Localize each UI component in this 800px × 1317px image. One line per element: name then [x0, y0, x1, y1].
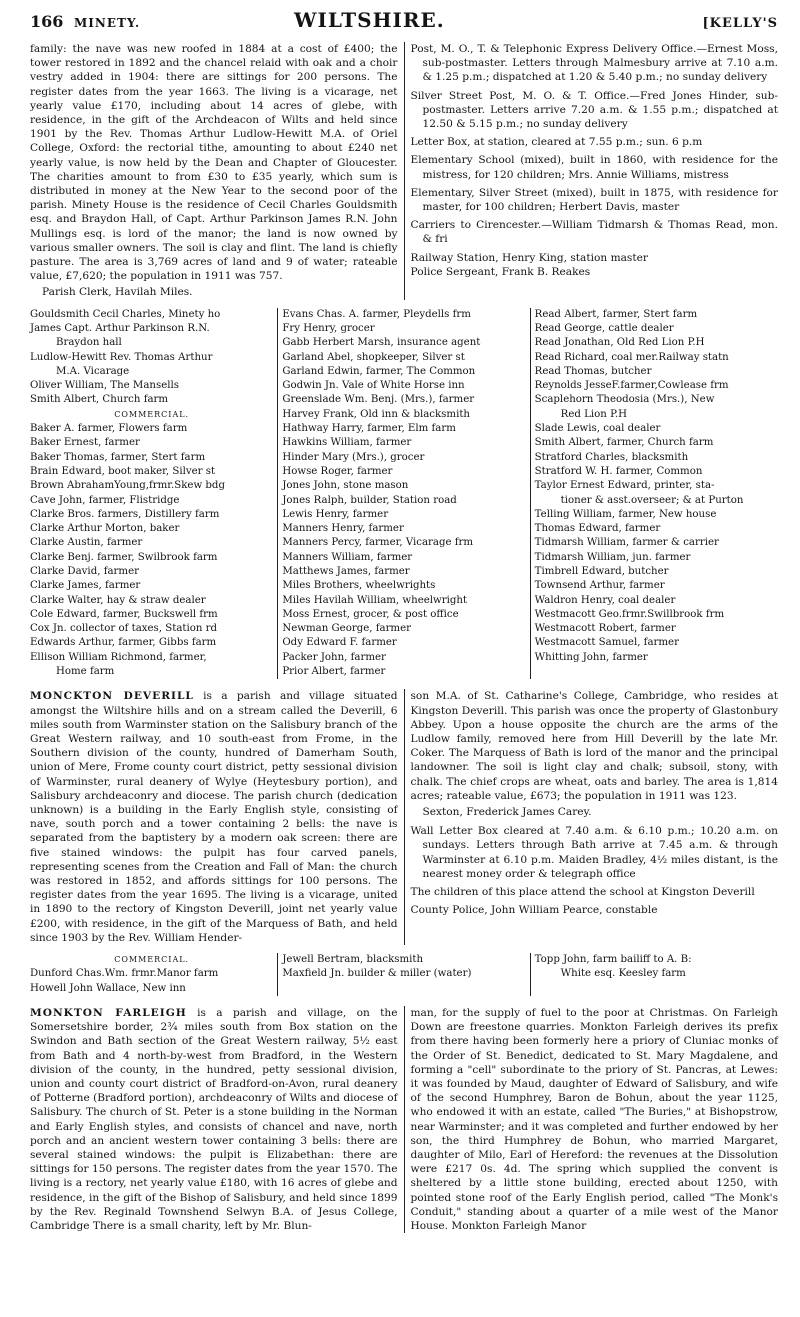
minety-directory-col2 [282, 308, 525, 680]
directory-entry: Fry Henry, grocer [282, 322, 375, 334]
monckton-directory [30, 953, 778, 996]
column-divider [277, 308, 278, 680]
page-header [30, 8, 778, 34]
directory-entry: Godwin Jn. Vale of White Horse inn [282, 380, 465, 392]
directory-entry: M.A. Vicarage [56, 365, 130, 377]
directory-entry: Ody Edward F. farmer [282, 637, 397, 649]
directory-entry: Maxfield Jn. builder & miller (water) [282, 968, 472, 980]
directory-entry: Townsend Arthur, farmer [534, 580, 665, 592]
directory-entry: Howell John Wallace, New inn [30, 982, 186, 994]
directory-entry: Greenslade Wm. Benj. (Mrs.), farmer [282, 394, 475, 406]
minety-left-column [30, 42, 398, 300]
minety-police: Police Sergeant, Frank B. Reakes [410, 265, 591, 278]
directory-entry: Clarke Bros. farmers, Distillery farm [30, 508, 220, 520]
directory-entry: Hawkins William, farmer [282, 437, 412, 449]
directory-entry: Baker Thomas, farmer, Stert farm [30, 451, 206, 463]
directory-entry: Packer John, farmer [282, 651, 386, 663]
directory-entry: Miles Havilah William, wheelwright [282, 594, 468, 606]
directory-entry: James Capt. Arthur Parkinson R.N. [30, 322, 210, 334]
directory-entry: Baker Ernest, farmer [30, 437, 140, 449]
directory-entry: Smith Albert, Church farm [30, 394, 169, 406]
directory-entry: Ludlow-Hewitt Rev. Thomas Arthur [30, 351, 213, 363]
directory-entry: Read Richard, coal mer.Railway statn [534, 351, 729, 363]
directory-entry: Hathway Harry, farmer, Elm farm [282, 423, 456, 435]
monckton-directory-col3 [535, 953, 778, 996]
directory-entry: Stratford W. H. farmer, Common [534, 465, 703, 477]
column-divider [530, 308, 531, 680]
directory-entry: Harvey Frank, Old inn & blacksmith [282, 408, 470, 420]
directory-entry: Reynolds JesseF.farmer,Cowlease frm [534, 380, 729, 392]
directory-entry: Jewell Bertram, blacksmith [282, 954, 424, 966]
directory-entry: Westmacott Robert, farmer [534, 623, 676, 635]
directory-entry: Smith Albert, farmer, Church farm [534, 437, 714, 449]
minety-silver-street-post: Silver Street Post, M. O. & T. Office.—Fred Jones Hinder, sub-postmaster. Letters arrive 7.20 a.m. & 1.55 p.m.; dispatched at 12.50 & 5.15 p.m.; no sunday delivery [410, 89, 778, 131]
minety-description: family: the nave was new roofed in 1884 at a cost of £400; the tower restored in 1892 and the chancel relaid with oak and a choir vestry added in 1904: there are sittings for 200 persons. The register dates from the year 1663. The living is a vicarage, net yearly value £170, including about 14 acres of glebe, with residence, in the gift of the Archdeacon of Wilts and held since 1901 by the Rev. Thomas Arthur Ludlow-Hewitt M.A. of Oriel College, Oxford: the rectorial tithe, amounting to about £240 net yearly value, is now held by the Dean and Chapter of Gloucester. The charities amount to from £30 to £35 yearly, which sum is distributed in money at the New Year to the second poor of the parish. Minety House is the residence of Cecil Charles Gouldsmith esq. and Braydon Hall, of Capt. Arthur Parkinson James R.N. John Mullings esq. is lord of the manor; the land is now owned by various smaller owners. The soil is clay and flint. The land is chiefly pasture. The area is 3,769 acres of land and 9 of water; rateable value, £7,620; the population in 1911 was 757. [30, 43, 398, 283]
directory-entry: Thomas Edward, farmer [534, 523, 661, 535]
directory-entry: Gabb Herbert Marsh, insurance agent [282, 337, 481, 349]
directory-entry: Cave John, farmer, Flistridge [30, 494, 180, 506]
directory-entry: Newman George, farmer [282, 623, 411, 635]
directory-entry: Taylor Ernest Edward, printer, sta- [534, 480, 715, 492]
minety-post-office: Post, M. O., T. & Telephonic Express Delivery Office.—Ernest Moss, sub-postmaster. Letters through Malmesbury arrive at 7.10 a.m. & 1.25 p.m.; dispatched at 1.20 & 5.40 p.m.; no sunday delivery [410, 43, 778, 84]
column-divider [277, 953, 278, 996]
page-number: 166 [30, 12, 64, 31]
column-divider [404, 42, 405, 300]
commercial-heading: COMMERCIAL. [114, 955, 190, 965]
directory-entry: Clarke Benj. farmer, Swilbrook farm [30, 551, 218, 563]
directory-entry: Manners William, farmer [282, 551, 413, 563]
directory-entry: Cole Edward, farmer, Buckswell frm [30, 608, 218, 620]
minety-right-column [411, 42, 779, 300]
column-divider [404, 689, 405, 945]
directory-entry: Timbrell Edward, butcher [534, 566, 669, 577]
directory-entry: Tidmarsh William, farmer & carrier [534, 537, 719, 549]
monkton-farleigh-left [30, 1006, 398, 1233]
monckton-deverill-school: The children of this place attend the school at Kingston Deverill [410, 886, 755, 899]
directory-entry: Howse Roger, farmer [282, 465, 393, 477]
directory-entry: Manners Percy, farmer, Vicarage frm [282, 537, 474, 549]
directory-entry: Lewis Henry, farmer [282, 508, 389, 520]
directory-entry: tioner & asst.overseer; & at Purton [560, 494, 744, 506]
minety-silver-street-school: Elementary, Silver Street (mixed), built in 1875, with residence for master, for 100 children; Herbert Davis, master [410, 186, 778, 214]
directory-entry: Whitting John, farmer [534, 651, 648, 663]
directory-entry: Telling William, farmer, New house [534, 508, 717, 520]
monckton-directory-col2 [282, 953, 525, 996]
directory-entry: Read Albert, farmer, Stert farm [534, 308, 698, 320]
directory-entry: Garland Abel, shopkeeper, Silver st [282, 351, 465, 363]
directory-entry: Brain Edward, boot maker, Silver st [30, 465, 216, 477]
directory-entry: Westmacott Samuel, farmer [534, 637, 679, 649]
directory-entry: Clarke David, farmer [30, 566, 139, 577]
column-divider [404, 1006, 405, 1233]
running-head-county: WILTSHIRE. [294, 8, 445, 32]
monckton-deverill-police: County Police, John William Pearce, constable [410, 904, 658, 917]
directory-entry: Oliver William, The Mansells [30, 380, 179, 392]
directory-entry: Clarke James, farmer [30, 580, 141, 592]
directory-entry: Garland Edwin, farmer, The Common [282, 365, 476, 377]
directory-entry: Dunford Chas.Wm. frmr.Manor farm [30, 968, 219, 980]
monckton-deverill-heading: MONCKTON DEVERILL [30, 690, 194, 703]
monckton-deverill-description: is a parish and village situated amongst the Wiltshire hills and on a stream called the Deverill, 6 miles south from Warminster station on the Salisbury branch of the Great Western railway, and 10 south-east from Frome, in the Southern division of the county, hundred of Damerham South, union of Mere, Frome county court district, petty sessional division of Warminster, rural deanery of Wylye (Heytesbury portion), and Salisbury archdeaconry and diocese. The parish church (dedication unknown) is a building in the Early English style, consisting of nave, south porch and a tower containing 2 bells: the nave is separated from the baptistery by a modern oak screen: there are five stained windows: the pulpit has four carved panels, representing scenes from the Creation and Fall of Man: the church was restored in 1852, and affords sittings for 100 persons. The register dates from the year 1695. The living is a vicarage, united in 1890 to the rectory of Kingston Deverill, joint net yearly value £200, with residence, in the gift of the Marquess of Bath, and held since 1903 by the Rev. William Hender- [30, 690, 398, 944]
directory-entry: Brown AbrahamYoung,frmr.Skew bdg [30, 480, 225, 492]
directory-entry: Tidmarsh William, jun. farmer [534, 551, 691, 563]
directory-entry: Ellison William Richmond, farmer, [30, 651, 207, 663]
directory-entry: Miles Brothers, wheelwrights [282, 580, 436, 592]
directory-entry: Read Jonathan, Old Red Lion P.H [534, 337, 705, 349]
directory-entry: White esq. Keesley farm [560, 968, 686, 980]
directory-entry: Jones John, stone mason [282, 480, 409, 492]
minety-directory-col3 [535, 308, 778, 680]
directory-entry: Prior Albert, farmer [282, 666, 386, 678]
minety-elementary-school: Elementary School (mixed), built in 1860, with residence for the mistress, for 120 children; Mrs. Annie Williams, mistress [410, 154, 778, 181]
monckton-deverill-section [30, 689, 778, 945]
monkton-farleigh-description: is a parish and village, on the Somersetshire border, 2¾ miles south from Box station on the Swindon and Bath section of the Great Western railway, 5½ east from Bath and 4 north-by-west from Bradford, in the Western division of the county, in the hundred, petty sessional division, union and county court district of Bradford-on-Avon, rural deanery of Potterne (Bradford portion), archdeaconry of Wilts and diocese of Salisbury. The church of St. Peter is a stone building in the Norman and Early English styles, and consists of chancel and nave, north porch and an ancient western tower containing 3 bells: there are several stained windows: the pulpit is Elizabethan: there are sittings for 150 persons. The register dates from the year 1570. The living is a rectory, net yearly value £180, with 16 acres of glebe and residence, in the gift of the Bishop of Salisbury, and held since 1899 by the Rev. Reginald Townshend Selwyn B.A. of Jesus College, Cambridge There is a small charity, left by Mr. Blun- [30, 1006, 398, 1232]
directory-entry: Braydon hall [56, 337, 122, 349]
directory-entry: Slade Lewis, coal dealer [534, 423, 661, 435]
directory-entry: Read George, cattle dealer [534, 322, 674, 334]
directory-entry: Westmacott Geo.frmr.Swillbrook frm [534, 608, 725, 620]
monckton-deverill-left [30, 689, 398, 945]
directory-entry: Clarke Austin, farmer [30, 537, 143, 549]
minety-directory-col1 [30, 308, 273, 680]
directory-entry: Edwards Arthur, farmer, Gibbs farm [30, 637, 217, 649]
directory-entry: Waldron Henry, coal dealer [534, 594, 676, 606]
running-head-place: MINETY. [74, 16, 141, 30]
column-divider [530, 953, 531, 996]
monkton-farleigh-section [30, 1006, 778, 1233]
directory-entry: Hinder Mary (Mrs.), grocer [282, 451, 425, 463]
directory-entry: Clarke Walter, hay & straw dealer [30, 594, 206, 606]
directory-entry: Jones Ralph, builder, Station road [282, 494, 457, 506]
monkton-farleigh-continued: man, for the supply of fuel to the poor at Christmas. On Farleigh Down are freestone quarries. Monkton Farleigh derives its prefix from there having been formerly here a priory of Cluniac monks of the Order of St. Benedict, dedicated to St. Mary Magdalene, and forming a "cell" subordinate to the priory of St. Pancras, at Lewes: it was founded by Maud, daughter of Edward of Salisbury, and wife of the second Humphrey, Baron de Bohun, about the year 1125, who endowed it with an estate, called "The Buries," at Bishopstrow, near Warminster; and it was completed and further endowed by her son, the third Humphrey de Bohun, who married Margaret, daughter of Milo, Earl of Hereford: the revenues at the Dissolution were £217 0s. 4d. The spring which supplied the convent is sheltered by a little stone building, erected about 1250, with pointed stone roof of the Early English period, called "The Monk's Conduit," standing about a quarter of a mile west of the Manor House. Monkton Farleigh Manor [410, 1006, 778, 1232]
directory-entry: Manners Henry, farmer [282, 523, 404, 535]
directory-entry: Cox Jn. collector of taxes, Station rd [30, 623, 218, 635]
monckton-deverill-right [411, 689, 779, 945]
directory-entry: Evans Chas. A. farmer, Pleydells frm [282, 308, 471, 320]
directory-entry: Baker A. farmer, Flowers farm [30, 423, 188, 435]
minety-directory [30, 308, 778, 680]
monkton-farleigh-heading: MONKTON FARLEIGH [30, 1006, 187, 1019]
directory-entry: Home farm [56, 666, 115, 678]
directory-entry: Red Lion P.H [560, 408, 627, 420]
directory-entry: Read Thomas, butcher [534, 365, 652, 377]
minety-letter-box: Letter Box, at station, cleared at 7.55 p.m.; sun. 6 p.m [410, 136, 703, 149]
monckton-deverill-continued: son M.A. of St. Catharine's College, Cambridge, who resides at Kingston Deverill. This parish was once the property of Glastonbury Abbey. Upon a house opposite the church are the arms of the Ludlow family, removed here from Hill Deverill by the late Mr. Coker. The Marquess of Bath is lord of the manor and the principal landowner. The soil is light clay and chalk; subsoil, stony, with chalk. The chief crops are wheat, oats and barley. The area is 1,814 acres; rateable value, £673; the population in 1911 was 123. [410, 690, 778, 802]
directory-entry: Topp John, farm bailiff to A. B: [534, 954, 692, 966]
monkton-farleigh-right [411, 1006, 779, 1233]
monckton-directory-col1 [30, 953, 273, 996]
directory-entry: Stratford Charles, blacksmith [534, 451, 689, 463]
monckton-deverill-sexton: Sexton, Frederick James Carey. [422, 806, 592, 818]
minety-section [30, 42, 778, 300]
directory-entry: Scaplehorn Theodosia (Mrs.), New [534, 394, 715, 406]
directory-entry: Moss Ernest, grocer, & post office [282, 608, 459, 620]
directory-entry: Gouldsmith Cecil Charles, Minety ho [30, 308, 221, 320]
running-head-publisher: [KELLY'S [702, 16, 778, 31]
minety-parish-clerk: Parish Clerk, Havilah Miles. [42, 286, 193, 299]
minety-railway-station: Railway Station, Henry King, station master [410, 251, 648, 264]
monckton-deverill-letter-box: Wall Letter Box cleared at 7.40 a.m. & 6.10 p.m.; 10.20 a.m. on sundays. Letters through Bath arrive at 7.45 a.m. & through Warminster at 6.10 p.m. Maiden Bradley, 4½ miles distant, is the nearest money order & telegraph office [410, 825, 778, 880]
commercial-heading: COMMERCIAL. [114, 409, 190, 419]
minety-carriers: Carriers to Cirencester.—William Tidmarsh & Thomas Read, mon. & fri [410, 219, 778, 246]
directory-entry: Matthews James, farmer [282, 566, 410, 577]
directory-entry: Clarke Arthur Morton, baker [30, 523, 180, 535]
